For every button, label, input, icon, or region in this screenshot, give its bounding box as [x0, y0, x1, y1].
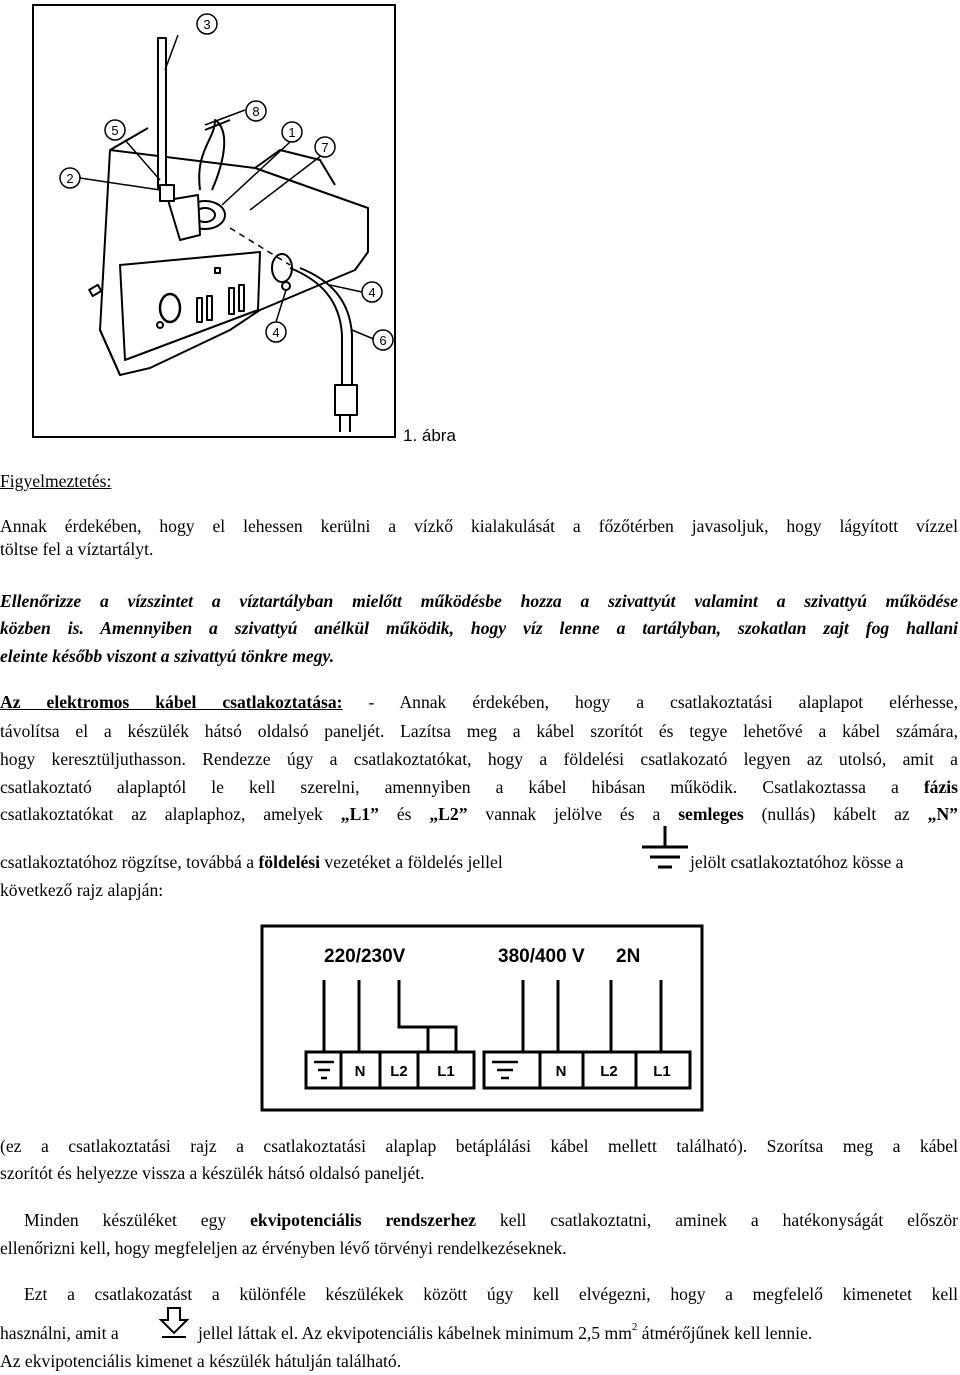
equip-line1: Minden készüléket egy ekvipotenciális rendszerhez kell csatlakoztatni, aminek a hatékonyságát először — [24, 1210, 958, 1230]
callout-3: 3 — [203, 17, 211, 32]
final-line2a: használni, amit a — [0, 1323, 119, 1343]
warning-p2-line3: eleinte később viszont a szivattyú tönkre megy. — [0, 646, 335, 666]
warning-p2-line2: közben is. Amennyiben a szivattyú anélkül működik, hogy víz lenne a tartályban, szokatlan zajt fog hallani — [0, 618, 958, 638]
equipotential-symbol-icon — [158, 1306, 190, 1340]
ground-symbol-icon — [638, 826, 692, 874]
wiring-label-left: 220/230V — [324, 946, 406, 967]
warning-heading: Figyelmeztetés: — [0, 471, 112, 491]
callout-6: 6 — [379, 333, 387, 348]
final-line3: Az ekvipotenciális kimenet a készülék hátulján található. — [0, 1351, 402, 1371]
final-line2b: jellel láttak el. Az ekvipotenciális kábelnek minimum 2,5 $mm^2$ átmérőjűnek kell lennie. — [198, 1321, 813, 1343]
left-terminal-l2: L2 — [390, 1063, 408, 1080]
right-terminal-n: N — [555, 1063, 567, 1080]
connection-line7: következő rajz alapján: — [0, 880, 164, 900]
callout-7: 7 — [321, 140, 329, 155]
left-terminal-l1: L1 — [437, 1063, 455, 1080]
connection-line1: Az elektromos kábel csatlakoztatása: - Annak érdekében, hogy a csatlakoztatási alaplapot elérhesse, — [0, 692, 959, 712]
right-terminal-l1: L1 — [653, 1063, 671, 1080]
warning-p1-line1: Annak érdekében, hogy el lehessen kerülni a vízkő kialakulását a főzőtérben javasoljuk, hogy lágyított vízzel — [0, 516, 958, 536]
wiring-label-right-a: 380/400 V — [498, 946, 585, 967]
wiring-diagram — [258, 922, 708, 1114]
after-line1: (ez a csatlakoztatási rajz a csatlakoztatási alaplap betáplálási kábel mellett található). Szorítsa meg a kábel — [0, 1136, 958, 1156]
connection-line2: távolítsa el a készülék hátsó oldalsó paneljét. Lazítsa meg a kábel szorítót és tegye lehetővé a kábel számára, — [0, 721, 958, 741]
connection-line5: csatlakoztatókat az alaplaphoz, amelyek „L1” és „L2” vannak jelölve és a semleges (nullás) kábelt az „N” — [0, 804, 958, 824]
figure-1 — [0, 0, 400, 442]
connection-line6b: jelölt csatlakoztatóhoz kösse a — [690, 852, 904, 872]
figure-caption: 1. ábra — [403, 426, 456, 445]
warning-p1-line2: töltse fel a víztartályt. — [0, 539, 154, 559]
final-line1: Ezt a csatlakozatást a különféle készülékek között úgy kell elvégezni, hogy a megfelelő kimenetet kell — [24, 1284, 958, 1304]
left-terminal-n: N — [354, 1063, 366, 1080]
connection-line6a: csatlakoztatóhoz rögzítse, továbbá a földelési vezetéket a földelés jellel — [0, 852, 503, 872]
callout-2: 2 — [66, 171, 74, 186]
connection-title: Az elektromos kábel csatlakoztatása: — [0, 692, 343, 712]
equip-line2: ellenőrizni kell, hogy megfeleljen az érvényben lévő törvényi rendelkezéseknek. — [0, 1238, 567, 1258]
callout-4b: 4 — [272, 325, 280, 340]
connection-line3: hogy keresztüljuthasson. Rendezze úgy a csatlakoztatókat, hogy a földelési csatlakozató legyen az utolsó, amit a — [0, 749, 958, 769]
wiring-label-right-b: 2N — [616, 946, 641, 967]
after-line2: szorítót és helyezze vissza a készülék hátsó oldalsó paneljét. — [0, 1163, 425, 1183]
right-terminal-l2: L2 — [600, 1063, 618, 1080]
warning-p2-line1: Ellenőrizze a vízszintet a víztartályban mielőtt működésbe hozza a szivattyút valamint a szivattyú működése — [0, 591, 958, 611]
callout-8: 8 — [252, 104, 260, 119]
connection-line4: csatlakoztató alaplaptól le kell szerelni, amennyiben a kábel hibásan működik. Csatlakoztassa a fázis — [0, 777, 959, 797]
callout-5: 5 — [111, 123, 119, 138]
pump-assembly-drawing — [0, 0, 400, 442]
callout-4a: 4 — [368, 285, 376, 300]
callout-1: 1 — [288, 125, 296, 140]
